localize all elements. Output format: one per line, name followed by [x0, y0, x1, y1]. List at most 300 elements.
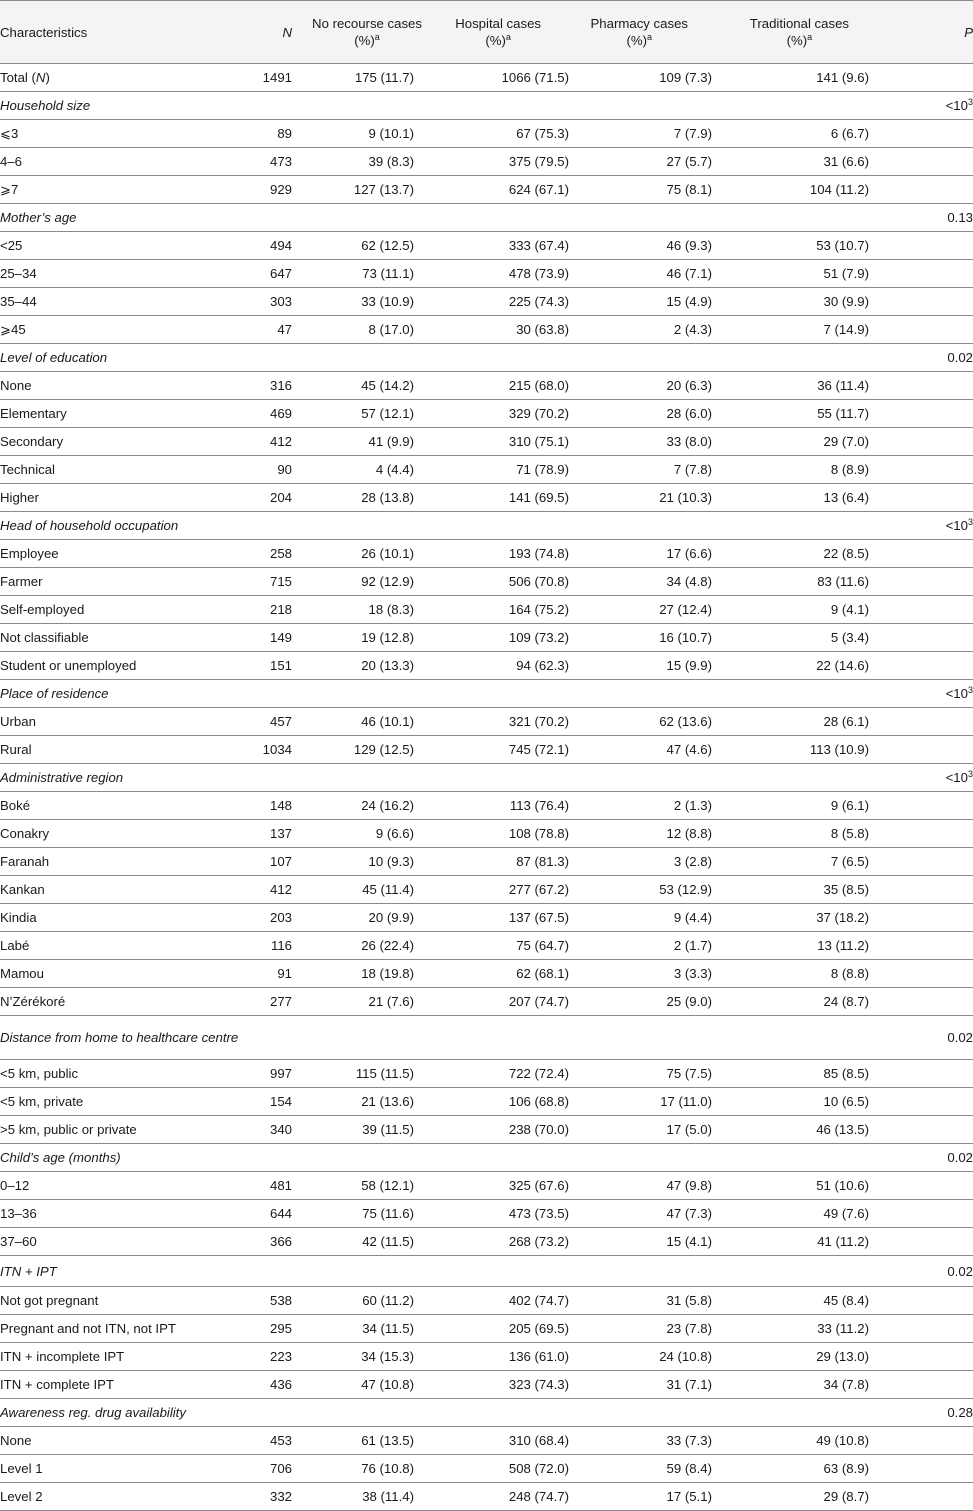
row-n: 644	[242, 1200, 292, 1228]
header-pharmacy-line1: Pharmacy cases	[590, 16, 688, 31]
row-label: Mamou	[0, 960, 242, 988]
row-traditional-value: 35 (8.5)	[712, 876, 869, 904]
row-hospital-value: 193 (74.8)	[414, 540, 569, 568]
row-label: ITN + incomplete IPT	[0, 1343, 242, 1371]
row-no-recourse-value: 73 (11.1)	[292, 260, 414, 288]
row-no-recourse-value: 47 (10.8)	[292, 1371, 414, 1399]
row-no-recourse-value: 129 (12.5)	[292, 736, 414, 764]
row-n: 453	[242, 1427, 292, 1455]
table-row	[0, 1483, 973, 1511]
row-p-empty	[869, 960, 973, 988]
row-no-recourse-value: 33 (10.9)	[292, 288, 414, 316]
section-empty-cell	[569, 764, 712, 792]
row-no-recourse-value: 76 (10.8)	[292, 1455, 414, 1483]
section-empty-cell	[712, 204, 869, 232]
row-n: 457	[242, 708, 292, 736]
total-no-recourse: 175 (11.7)	[292, 64, 414, 92]
section-empty-cell	[569, 1256, 712, 1287]
row-traditional-value: 30 (9.9)	[712, 288, 869, 316]
row-pharmacy-value: 59 (8.4)	[569, 1455, 712, 1483]
section-empty-cell	[414, 92, 569, 120]
row-label: Boké	[0, 792, 242, 820]
row-p-empty	[869, 484, 973, 512]
section-empty-cell	[292, 344, 414, 372]
row-n: 204	[242, 484, 292, 512]
row-n: 149	[242, 624, 292, 652]
section-empty-cell	[414, 1399, 569, 1427]
header-hospital-line1: Hospital cases	[455, 16, 541, 31]
row-n: 647	[242, 260, 292, 288]
row-pharmacy-value: 17 (11.0)	[569, 1088, 712, 1116]
section-empty-cell	[569, 1016, 712, 1060]
row-label: <25	[0, 232, 242, 260]
total-label-text: Total (	[0, 70, 36, 85]
row-no-recourse-value: 39 (8.3)	[292, 148, 414, 176]
row-traditional-value: 9 (4.1)	[712, 596, 869, 624]
row-label: ⩽3	[0, 120, 242, 148]
header-no-recourse-line1: No recourse cases	[312, 16, 422, 31]
section-title: Distance from home to healthcare centre	[0, 1016, 242, 1060]
row-hospital-value: 473 (73.5)	[414, 1200, 569, 1228]
row-traditional-value: 9 (6.1)	[712, 792, 869, 820]
row-traditional-value: 45 (8.4)	[712, 1287, 869, 1315]
section-p-sup: 3	[967, 685, 973, 695]
row-no-recourse-value: 42 (11.5)	[292, 1228, 414, 1256]
row-pharmacy-value: 16 (10.7)	[569, 624, 712, 652]
row-pharmacy-value: 3 (2.8)	[569, 848, 712, 876]
table-row	[0, 260, 973, 288]
row-hospital-value: 375 (79.5)	[414, 148, 569, 176]
row-n: 366	[242, 1228, 292, 1256]
section-title: Mother’s age	[0, 204, 242, 232]
row-no-recourse-value: 45 (14.2)	[292, 372, 414, 400]
row-no-recourse-value: 46 (10.1)	[292, 708, 414, 736]
total-label-n: N	[35, 70, 46, 85]
row-no-recourse-value: 34 (11.5)	[292, 1315, 414, 1343]
row-pharmacy-value: 9 (4.4)	[569, 904, 712, 932]
row-pharmacy-value: 47 (9.8)	[569, 1172, 712, 1200]
row-pharmacy-value: 2 (1.3)	[569, 792, 712, 820]
row-hospital-value: 478 (73.9)	[414, 260, 569, 288]
section-empty-cell	[712, 764, 869, 792]
row-hospital-value: 87 (81.3)	[414, 848, 569, 876]
section-empty-cell	[242, 1256, 292, 1287]
table-row	[0, 1455, 973, 1483]
row-label: Level 2	[0, 1483, 242, 1511]
section-title: Awareness reg. drug availability	[0, 1399, 242, 1427]
section-title: Administrative region	[0, 764, 242, 792]
section-p-value	[869, 1016, 973, 1060]
section-empty-cell	[242, 1016, 292, 1060]
row-no-recourse-value: 20 (9.9)	[292, 904, 414, 932]
header-p: P	[869, 1, 973, 64]
total-label	[0, 64, 242, 92]
header-no-recourse-sup: a	[374, 32, 380, 42]
header-pharmacy-line2: (%)	[626, 33, 647, 48]
table-row	[0, 960, 973, 988]
row-p-empty	[869, 736, 973, 764]
row-p-empty	[869, 568, 973, 596]
row-label: ITN + complete IPT	[0, 1371, 242, 1399]
row-traditional-value: 55 (11.7)	[712, 400, 869, 428]
row-p-empty	[869, 848, 973, 876]
section-empty-cell	[414, 680, 569, 708]
row-pharmacy-value: 2 (4.3)	[569, 316, 712, 344]
table-row	[0, 232, 973, 260]
section-p-value	[869, 1144, 973, 1172]
row-label: 4–6	[0, 148, 242, 176]
row-label: 13–36	[0, 1200, 242, 1228]
row-traditional-value: 31 (6.6)	[712, 148, 869, 176]
section-title: ITN + IPT	[0, 1256, 242, 1287]
row-hospital-value: 624 (67.1)	[414, 176, 569, 204]
row-n: 154	[242, 1088, 292, 1116]
row-n: 90	[242, 456, 292, 484]
row-no-recourse-value: 115 (11.5)	[292, 1060, 414, 1088]
section-p-value	[869, 764, 973, 792]
table-row	[0, 1287, 973, 1315]
row-label: Pregnant and not ITN, not IPT	[0, 1315, 242, 1343]
row-pharmacy-value: 27 (12.4)	[569, 596, 712, 624]
row-n: 436	[242, 1371, 292, 1399]
row-p-empty	[869, 820, 973, 848]
row-no-recourse-value: 75 (11.6)	[292, 1200, 414, 1228]
row-pharmacy-value: 20 (6.3)	[569, 372, 712, 400]
total-pharmacy: 109 (7.3)	[569, 64, 712, 92]
section-empty-cell	[292, 1256, 414, 1287]
table-row	[0, 736, 973, 764]
section-row	[0, 1144, 973, 1172]
row-n: 481	[242, 1172, 292, 1200]
row-traditional-value: 22 (8.5)	[712, 540, 869, 568]
row-no-recourse-value: 28 (13.8)	[292, 484, 414, 512]
row-hospital-value: 745 (72.1)	[414, 736, 569, 764]
row-n: 116	[242, 932, 292, 960]
row-traditional-value: 10 (6.5)	[712, 1088, 869, 1116]
row-label: Rural	[0, 736, 242, 764]
row-label: Self-employed	[0, 596, 242, 624]
table-row	[0, 848, 973, 876]
section-empty-cell	[414, 1144, 569, 1172]
row-p-empty	[869, 428, 973, 456]
table-row	[0, 652, 973, 680]
row-traditional-value: 49 (10.8)	[712, 1427, 869, 1455]
section-empty-cell	[292, 92, 414, 120]
row-traditional-value: 83 (11.6)	[712, 568, 869, 596]
row-label: Student or unemployed	[0, 652, 242, 680]
row-traditional-value: 8 (5.8)	[712, 820, 869, 848]
section-title: Place of residence	[0, 680, 242, 708]
table-row	[0, 820, 973, 848]
row-no-recourse-value: 21 (7.6)	[292, 988, 414, 1016]
row-pharmacy-value: 62 (13.6)	[569, 708, 712, 736]
row-pharmacy-value: 34 (4.8)	[569, 568, 712, 596]
row-no-recourse-value: 20 (13.3)	[292, 652, 414, 680]
row-hospital-value: 329 (70.2)	[414, 400, 569, 428]
row-pharmacy-value: 31 (7.1)	[569, 1371, 712, 1399]
table-row	[0, 1172, 973, 1200]
table-row	[0, 932, 973, 960]
row-p-empty	[869, 1287, 973, 1315]
row-pharmacy-value: 28 (6.0)	[569, 400, 712, 428]
row-p-empty	[869, 176, 973, 204]
row-traditional-value: 113 (10.9)	[712, 736, 869, 764]
row-hospital-value: 75 (64.7)	[414, 932, 569, 960]
row-hospital-value: 94 (62.3)	[414, 652, 569, 680]
row-traditional-value: 51 (10.6)	[712, 1172, 869, 1200]
section-p-sup: 3	[967, 517, 973, 527]
row-label: ⩾7	[0, 176, 242, 204]
table-row	[0, 708, 973, 736]
row-p-empty	[869, 1315, 973, 1343]
header-no-recourse-line2: (%)	[354, 33, 375, 48]
table-row	[0, 400, 973, 428]
row-label: Employee	[0, 540, 242, 568]
table-row	[0, 1315, 973, 1343]
row-no-recourse-value: 58 (12.1)	[292, 1172, 414, 1200]
section-p-text: <10	[945, 98, 968, 113]
section-empty-cell	[712, 1144, 869, 1172]
row-n: 332	[242, 1483, 292, 1511]
row-pharmacy-value: 17 (5.0)	[569, 1116, 712, 1144]
row-traditional-value: 13 (11.2)	[712, 932, 869, 960]
row-p-empty	[869, 624, 973, 652]
row-n: 412	[242, 428, 292, 456]
section-empty-cell	[569, 1399, 712, 1427]
row-hospital-value: 321 (70.2)	[414, 708, 569, 736]
row-p-empty	[869, 120, 973, 148]
table-row	[0, 1343, 973, 1371]
row-no-recourse-value: 45 (11.4)	[292, 876, 414, 904]
row-p-empty	[869, 652, 973, 680]
row-pharmacy-value: 47 (7.3)	[569, 1200, 712, 1228]
row-label: Kankan	[0, 876, 242, 904]
table-row	[0, 428, 973, 456]
row-n: 277	[242, 988, 292, 1016]
row-hospital-value: 333 (67.4)	[414, 232, 569, 260]
row-hospital-value: 136 (61.0)	[414, 1343, 569, 1371]
row-no-recourse-value: 92 (12.9)	[292, 568, 414, 596]
row-n: 107	[242, 848, 292, 876]
section-empty-cell	[292, 1399, 414, 1427]
row-hospital-value: 113 (76.4)	[414, 792, 569, 820]
table-row	[0, 1371, 973, 1399]
table-row	[0, 288, 973, 316]
section-row	[0, 680, 973, 708]
row-p-empty	[869, 456, 973, 484]
section-empty-cell	[242, 344, 292, 372]
row-no-recourse-value: 26 (22.4)	[292, 932, 414, 960]
row-no-recourse-value: 21 (13.6)	[292, 1088, 414, 1116]
row-pharmacy-value: 2 (1.7)	[569, 932, 712, 960]
section-empty-cell	[414, 204, 569, 232]
row-traditional-value: 29 (13.0)	[712, 1343, 869, 1371]
row-label: N’Zérékoré	[0, 988, 242, 1016]
row-pharmacy-value: 27 (5.7)	[569, 148, 712, 176]
row-traditional-value: 41 (11.2)	[712, 1228, 869, 1256]
row-pharmacy-value: 23 (7.8)	[569, 1315, 712, 1343]
section-row	[0, 344, 973, 372]
row-hospital-value: 106 (68.8)	[414, 1088, 569, 1116]
row-n: 151	[242, 652, 292, 680]
section-empty-cell	[242, 764, 292, 792]
table-row	[0, 456, 973, 484]
row-label: Not got pregnant	[0, 1287, 242, 1315]
row-pharmacy-value: 31 (5.8)	[569, 1287, 712, 1315]
row-pharmacy-value: 47 (4.6)	[569, 736, 712, 764]
table-row	[0, 1228, 973, 1256]
row-n: 340	[242, 1116, 292, 1144]
table-row	[0, 624, 973, 652]
row-label: 0–12	[0, 1172, 242, 1200]
row-hospital-value: 268 (73.2)	[414, 1228, 569, 1256]
section-empty-cell	[569, 680, 712, 708]
section-empty-cell	[414, 512, 569, 540]
section-empty-cell	[712, 680, 869, 708]
header-characteristics: Characteristics	[0, 1, 242, 64]
row-hospital-value: 323 (74.3)	[414, 1371, 569, 1399]
section-empty-cell	[292, 1016, 414, 1060]
row-hospital-value: 402 (74.7)	[414, 1287, 569, 1315]
row-pharmacy-value: 25 (9.0)	[569, 988, 712, 1016]
row-pharmacy-value: 15 (9.9)	[569, 652, 712, 680]
section-empty-cell	[242, 1144, 292, 1172]
row-label: Higher	[0, 484, 242, 512]
row-hospital-value: 215 (68.0)	[414, 372, 569, 400]
row-no-recourse-value: 26 (10.1)	[292, 540, 414, 568]
table-row	[0, 540, 973, 568]
row-n: 148	[242, 792, 292, 820]
row-hospital-value: 310 (68.4)	[414, 1427, 569, 1455]
row-n: 316	[242, 372, 292, 400]
row-p-empty	[869, 1371, 973, 1399]
row-no-recourse-value: 10 (9.3)	[292, 848, 414, 876]
section-p-sup: 3	[967, 769, 973, 779]
row-traditional-value: 8 (8.8)	[712, 960, 869, 988]
row-traditional-value: 28 (6.1)	[712, 708, 869, 736]
section-empty-cell	[292, 512, 414, 540]
row-p-empty	[869, 708, 973, 736]
header-traditional-line1: Traditional cases	[749, 16, 849, 31]
row-p-empty	[869, 1116, 973, 1144]
row-p-empty	[869, 316, 973, 344]
header-traditional-sup: a	[807, 32, 813, 42]
section-empty-cell	[292, 1144, 414, 1172]
section-empty-cell	[242, 92, 292, 120]
row-no-recourse-value: 57 (12.1)	[292, 400, 414, 428]
table-row	[0, 1060, 973, 1088]
row-hospital-value: 205 (69.5)	[414, 1315, 569, 1343]
row-no-recourse-value: 34 (15.3)	[292, 1343, 414, 1371]
row-hospital-value: 508 (72.0)	[414, 1455, 569, 1483]
section-empty-cell	[712, 1399, 869, 1427]
row-p-empty	[869, 1343, 973, 1371]
row-label: >5 km, public or private	[0, 1116, 242, 1144]
row-traditional-value: 36 (11.4)	[712, 372, 869, 400]
header-hospital-sup: a	[505, 32, 511, 42]
row-hospital-value: 225 (74.3)	[414, 288, 569, 316]
section-empty-cell	[414, 1256, 569, 1287]
total-n: 1491	[242, 64, 292, 92]
row-n: 295	[242, 1315, 292, 1343]
total-p	[869, 64, 973, 92]
table-row	[0, 372, 973, 400]
row-p-empty	[869, 260, 973, 288]
row-no-recourse-value: 19 (12.8)	[292, 624, 414, 652]
row-n: 538	[242, 1287, 292, 1315]
table-row	[0, 1200, 973, 1228]
row-pharmacy-value: 21 (10.3)	[569, 484, 712, 512]
section-empty-cell	[712, 344, 869, 372]
section-row	[0, 92, 973, 120]
section-empty-cell	[414, 764, 569, 792]
row-no-recourse-value: 8 (17.0)	[292, 316, 414, 344]
row-pharmacy-value: 15 (4.1)	[569, 1228, 712, 1256]
row-label: ⩾45	[0, 316, 242, 344]
section-p-value	[869, 1256, 973, 1287]
row-n: 203	[242, 904, 292, 932]
row-no-recourse-value: 39 (11.5)	[292, 1116, 414, 1144]
row-label: 25–34	[0, 260, 242, 288]
row-n: 997	[242, 1060, 292, 1088]
section-empty-cell	[242, 204, 292, 232]
row-label: Secondary	[0, 428, 242, 456]
row-no-recourse-value: 41 (9.9)	[292, 428, 414, 456]
section-p-value	[869, 680, 973, 708]
table-row	[0, 1116, 973, 1144]
row-p-empty	[869, 1483, 973, 1511]
row-label: 37–60	[0, 1228, 242, 1256]
row-label: <5 km, public	[0, 1060, 242, 1088]
row-pharmacy-value: 75 (7.5)	[569, 1060, 712, 1088]
row-n: 89	[242, 120, 292, 148]
row-no-recourse-value: 9 (6.6)	[292, 820, 414, 848]
section-p-value	[869, 344, 973, 372]
row-traditional-value: 85 (8.5)	[712, 1060, 869, 1088]
section-row	[0, 1016, 973, 1060]
row-p-empty	[869, 1427, 973, 1455]
row-label: None	[0, 372, 242, 400]
row-p-empty	[869, 400, 973, 428]
table-row	[0, 484, 973, 512]
row-n: 218	[242, 596, 292, 624]
total-label-end: )	[45, 70, 50, 85]
row-no-recourse-value: 4 (4.4)	[292, 456, 414, 484]
row-p-empty	[869, 1088, 973, 1116]
row-pharmacy-value: 7 (7.9)	[569, 120, 712, 148]
row-n: 715	[242, 568, 292, 596]
row-traditional-value: 46 (13.5)	[712, 1116, 869, 1144]
row-label: Kindia	[0, 904, 242, 932]
row-no-recourse-value: 60 (11.2)	[292, 1287, 414, 1315]
row-n: 137	[242, 820, 292, 848]
section-empty-cell	[242, 512, 292, 540]
row-hospital-value: 325 (67.6)	[414, 1172, 569, 1200]
row-traditional-value: 7 (6.5)	[712, 848, 869, 876]
row-label: Faranah	[0, 848, 242, 876]
row-hospital-value: 207 (74.7)	[414, 988, 569, 1016]
table-row	[0, 596, 973, 624]
table-row	[0, 316, 973, 344]
row-n: 412	[242, 876, 292, 904]
row-pharmacy-value: 17 (6.6)	[569, 540, 712, 568]
section-p-text: 0.13	[947, 210, 973, 225]
table-row	[0, 988, 973, 1016]
section-p-text: 0.02	[947, 1030, 973, 1045]
section-row	[0, 764, 973, 792]
section-empty-cell	[414, 344, 569, 372]
row-pharmacy-value: 7 (7.8)	[569, 456, 712, 484]
